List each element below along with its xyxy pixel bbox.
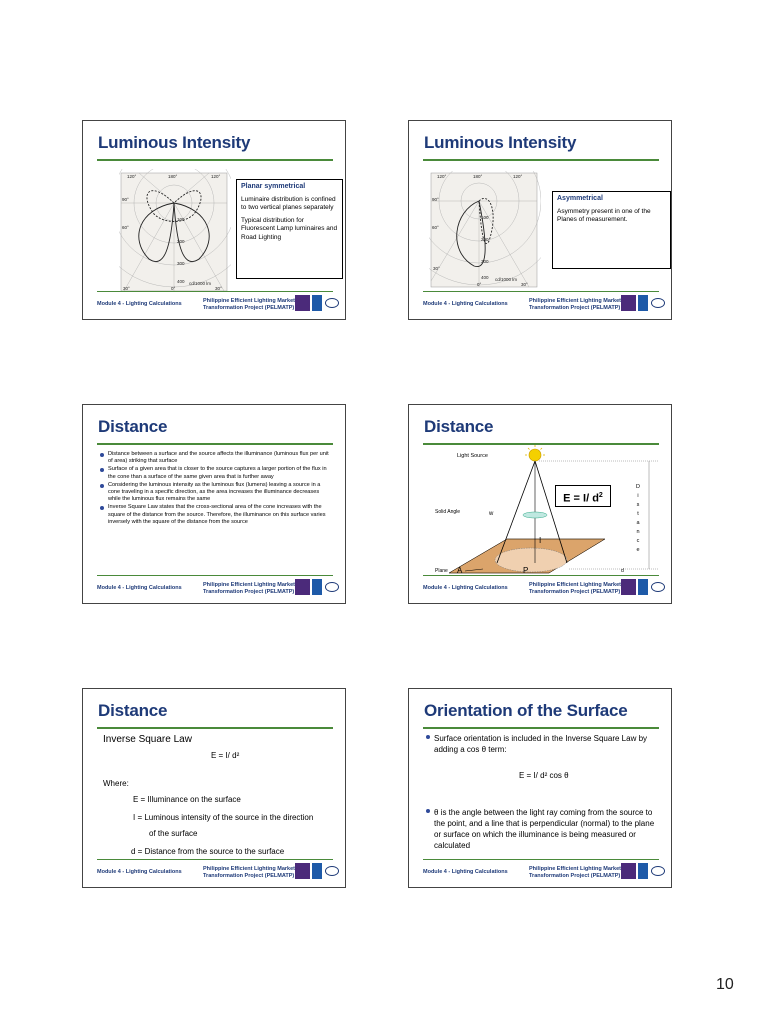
slide-footer: [409, 861, 671, 887]
logo-icon: [621, 579, 636, 595]
footer-module: Module 4 - Lighting Calculations: [97, 301, 182, 307]
polar-label: 90°: [122, 197, 129, 202]
polar-label: cd/1000 lm: [495, 277, 518, 282]
list-item: Surface of a given area that is closer to the source captures a larger portion of the flux in the cone than a surface of the same given area that is further away: [99, 466, 331, 480]
orientation-formula: E = I/ d² cos θ: [519, 771, 569, 780]
plane-label: Plane: [435, 568, 448, 574]
polar-label: cd/1000 lm: [189, 281, 212, 286]
polar-label: 300: [177, 261, 185, 266]
footer-project: Philippine Efficient Lighting Market Transformation Project (PELMATP): [529, 298, 621, 311]
slide-distance-diagram: [408, 404, 672, 604]
undp-logo-icon: [638, 579, 648, 595]
distance-vertical-label: D i s t a n c e: [636, 484, 640, 553]
footer-project: Philippine Efficient Lighting Market Transformation Project (PELMATP): [529, 866, 621, 879]
slide-luminous-intensity-asymmetrical: [408, 120, 672, 320]
definition-e: E = Illuminance on the surface: [133, 795, 241, 804]
slide-luminous-intensity-planar: [82, 120, 346, 320]
gef-logo-icon: [651, 582, 665, 592]
omega-label: w: [489, 511, 494, 517]
polar-label: 0°: [477, 282, 482, 287]
logo-icon: [621, 295, 636, 311]
title-rule: [97, 727, 333, 729]
footer-module: Module 4 - Lighting Calculations: [423, 869, 508, 875]
slide-footer: [83, 577, 345, 603]
footer-project: Philippine Efficient Lighting Market Transformation Project (PELMATP): [529, 582, 621, 595]
slide-orientation-of-surface: [408, 688, 672, 888]
box-text: Typical distribution for Fluorescent Lamp luminaires and Road Lighting: [241, 216, 338, 241]
law-formula: E = I/ d²: [211, 751, 240, 760]
slide-footer: [409, 293, 671, 319]
footer-project: Philippine Efficient Lighting Market Transformation Project (PELMATP): [203, 866, 295, 879]
logo-icon: [295, 579, 310, 595]
logo-icon: [295, 863, 310, 879]
solid-angle-label: Solid Angle: [435, 509, 461, 515]
gef-logo-icon: [651, 298, 665, 308]
undp-logo-icon: [312, 295, 322, 311]
undp-logo-icon: [638, 863, 648, 879]
polar-label: 400: [481, 275, 489, 280]
slide-footer: [83, 861, 345, 887]
intensity-label: I: [539, 536, 542, 545]
footer-project: Philippine Efficient Lighting Market Transformation Project (PELMATP): [203, 582, 295, 595]
polar-label: 100: [177, 217, 185, 222]
title-rule: [97, 159, 333, 161]
d-label: d: [621, 568, 624, 574]
footer-module: Module 4 - Lighting Calculations: [423, 301, 508, 307]
polar-label: 200: [177, 239, 185, 244]
footer-rule: [423, 575, 659, 576]
page-number: 10: [716, 976, 734, 993]
definition-i: I = Luminous intensity of the source in the direction: [133, 813, 314, 822]
footer-rule: [97, 291, 333, 292]
slide-distance-law: [82, 688, 346, 888]
definition-i-cont: of the surface: [149, 829, 198, 838]
polar-label: 120°: [513, 174, 523, 179]
footer-rule: [97, 859, 333, 860]
list-item: Surface orientation is included in the Inverse Square Law by adding a cos θ term:: [425, 733, 659, 755]
polar-diagram: [429, 171, 541, 289]
footer-rule: [97, 575, 333, 576]
gef-logo-icon: [651, 866, 665, 876]
polar-label: 100: [481, 215, 489, 220]
polar-label: 400: [177, 279, 185, 284]
polar-label: 120°: [127, 174, 137, 179]
slide-distance-text: [82, 404, 346, 604]
list-item: θ is the angle between the light ray coming from the source to the point, and a line that is perpendicular (normal) to the plane or surface on which the illuminance is being measured or calculated: [425, 807, 659, 851]
polar-label: 90°: [432, 197, 439, 202]
bullet-list: [425, 807, 659, 851]
footer-module: Module 4 - Lighting Calculations: [97, 869, 182, 875]
polar-label: 30°: [123, 286, 130, 291]
where-label: Where:: [103, 779, 129, 788]
slide-title: Orientation of the Surface: [424, 701, 628, 720]
polar-label: 120°: [437, 174, 447, 179]
light-source-label: Light Source: [457, 453, 488, 459]
slide-title: Luminous Intensity: [424, 133, 577, 152]
title-rule: [97, 443, 333, 445]
polar-label: 0°: [171, 286, 176, 291]
footer-rule: [423, 859, 659, 860]
box-text: Asymmetry present in one of the Planes of measurement.: [557, 207, 651, 223]
slide-title: Luminous Intensity: [98, 133, 251, 152]
polar-diagram: [119, 169, 231, 295]
gef-logo-icon: [325, 582, 339, 592]
footer-module: Module 4 - Lighting Calculations: [423, 585, 508, 591]
slide-footer: [409, 577, 671, 603]
footer-module: Module 4 - Lighting Calculations: [97, 585, 182, 591]
area-label: A: [457, 566, 463, 575]
polar-label: 180°: [473, 174, 483, 179]
polar-label: 60°: [122, 225, 129, 230]
bullet-list: [425, 733, 659, 755]
bullet-list: [99, 451, 331, 527]
polar-label: 30°: [215, 286, 222, 291]
box-heading: Asymmetrical: [557, 195, 603, 202]
undp-logo-icon: [312, 579, 322, 595]
polar-label: 120°: [211, 174, 221, 179]
undp-logo-icon: [638, 295, 648, 311]
polar-label: 30°: [433, 266, 440, 271]
point-label: P: [523, 566, 529, 575]
list-item: Inverse Square Law states that the cross-sectional area of the cone increases with the square of the distance from the source. Therefore, the illuminance on this surface varies inversely with the square of the distance from the source: [99, 504, 331, 526]
formula-box: E = I/ $d^2$: [555, 485, 611, 507]
gef-logo-icon: [325, 866, 339, 876]
inverse-square-diagram: [409, 445, 671, 575]
slide-title: Distance: [424, 417, 494, 436]
definition-d: d = Distance from the source to the surface: [131, 847, 285, 856]
logo-icon: [295, 295, 310, 311]
polar-label: 30°: [521, 282, 528, 287]
footer-rule: [423, 291, 659, 292]
title-rule: [423, 727, 659, 729]
undp-logo-icon: [312, 863, 322, 879]
gef-logo-icon: [325, 298, 339, 308]
list-item: Distance between a surface and the source affects the illuminance (luminous flux per unit of area) striking that surface: [99, 451, 331, 465]
light-source-icon: [525, 445, 545, 461]
footer-project: Philippine Efficient Lighting Market Transformation Project (PELMATP): [203, 298, 295, 311]
law-heading: Inverse Square Law: [103, 734, 192, 745]
box-text: Luminaire distribution is confined to two vertical planes separately: [241, 195, 336, 211]
description-box: [552, 191, 671, 269]
title-rule: [423, 159, 659, 161]
polar-label: 180°: [168, 174, 178, 179]
description-box: [236, 179, 343, 279]
polar-label: 300: [481, 259, 489, 264]
polar-label: 200: [481, 237, 489, 242]
list-item: Considering the luminous intensity as the luminous flux (lumens) leaving a source in a cone traveling in a specific direction, as the area increases the illuminance decreases while the luminous flux remains the same: [99, 482, 331, 504]
slide-title: Distance: [98, 701, 168, 720]
slide-footer: [83, 293, 345, 319]
box-heading: Planar symmetrical: [241, 183, 306, 190]
polar-label: 60°: [432, 225, 439, 230]
logo-icon: [621, 863, 636, 879]
slide-title: Distance: [98, 417, 168, 436]
